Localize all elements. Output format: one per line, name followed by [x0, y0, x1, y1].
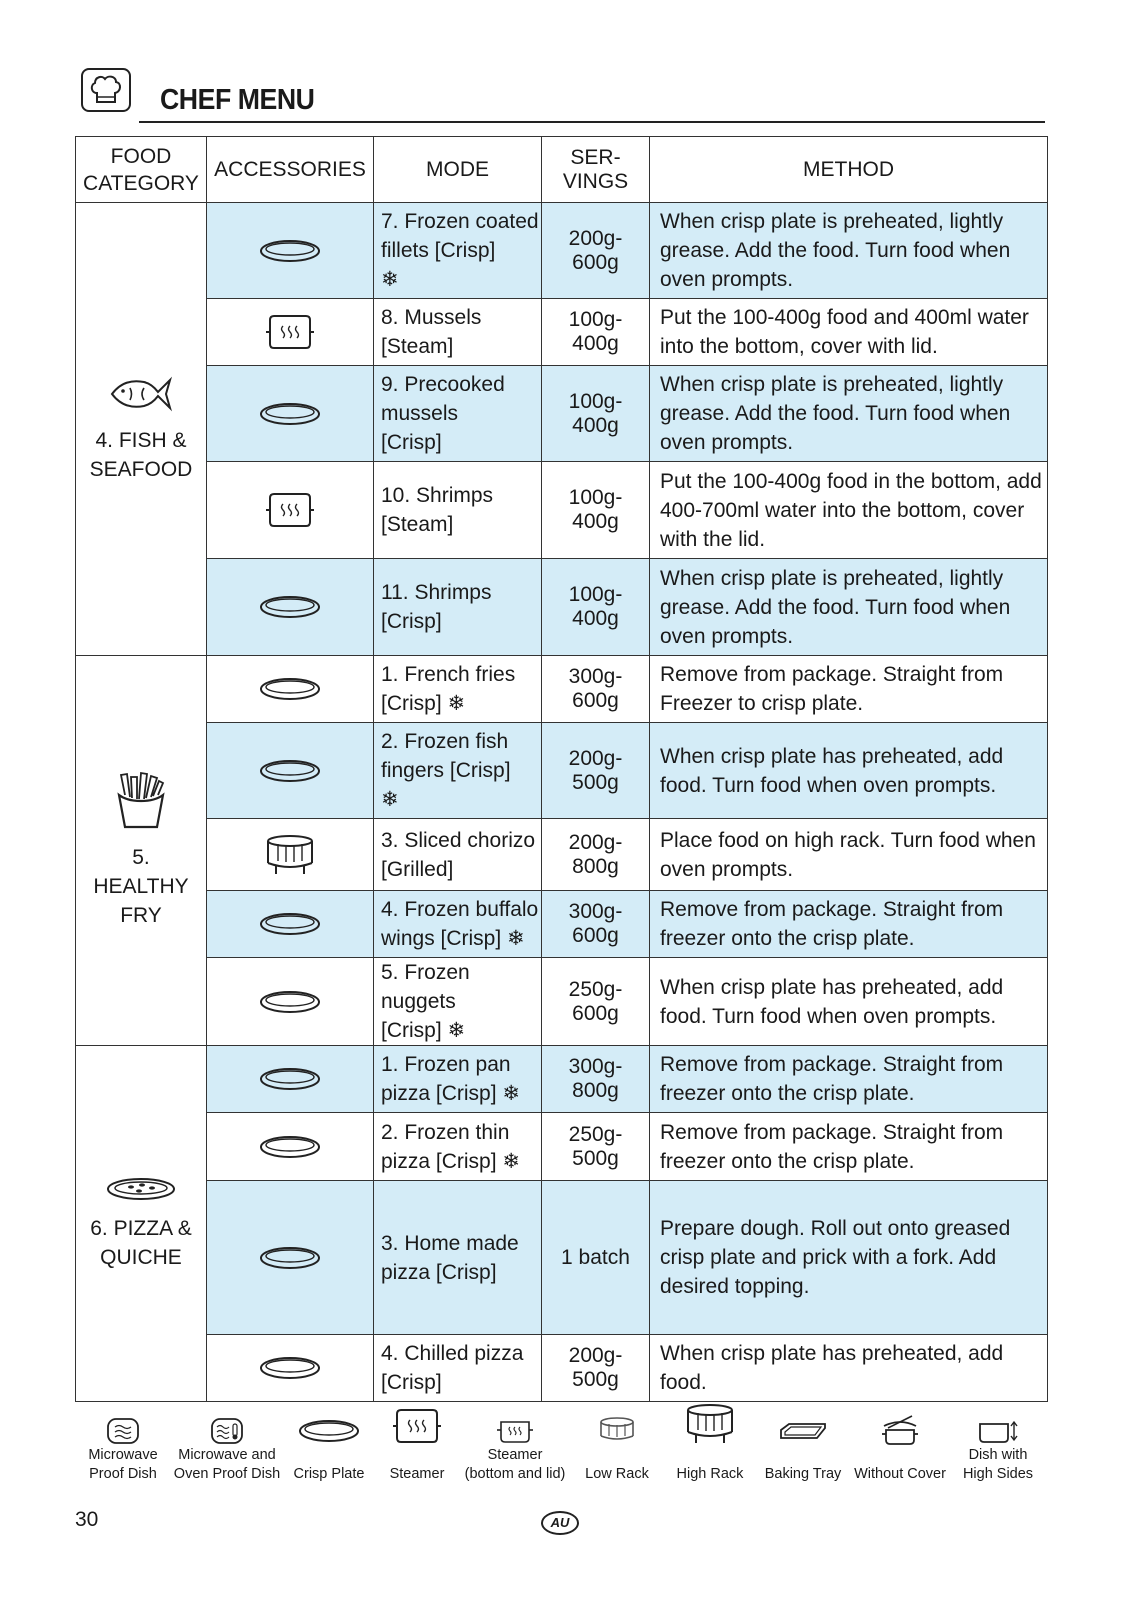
servings-cell: 1 batch: [542, 1181, 650, 1335]
legend-label: Microwave and Oven Proof Dish: [173, 1447, 281, 1482]
crisp-plate-icon: [279, 1414, 379, 1446]
method-cell: When crisp plate has preheated, add food. Turn food when oven prompts.: [650, 958, 1048, 1046]
servings-cell: 100g- 400g: [542, 559, 650, 656]
accessory-legend: [75, 1414, 1047, 1484]
food-category-cell: [76, 1046, 207, 1402]
table-row: [76, 1335, 1048, 1402]
french-fries-icon: [113, 771, 169, 839]
mode-cell: 4. Chilled pizza [Crisp]: [374, 1335, 542, 1402]
method-cell: When crisp plate is preheated, lightly grease. Add the food. Turn food when oven prompts.: [650, 559, 1048, 656]
high-rack-icon: [665, 1414, 755, 1446]
crisp-plate-icon: [207, 1243, 373, 1273]
mode-cell: 7. Frozen coated fillets [Crisp] ❄: [374, 203, 542, 299]
crisp-plate-icon: [207, 592, 373, 622]
table-row: [76, 958, 1048, 1046]
servings-cell: 200g- 800g: [542, 819, 650, 891]
accessory-cell: [207, 819, 374, 891]
method-cell: Remove from package. Straight from freezer onto the crisp plate.: [650, 891, 1048, 958]
mode-cell: 4. Frozen buffalo wings [Crisp] ❄: [374, 891, 542, 958]
legend-label: Dish with High Sides: [962, 1447, 1034, 1482]
legend-item: [753, 1414, 853, 1484]
method-cell: When crisp plate is preheated, lightly grease. Add the food. Turn food when oven prompts.: [650, 366, 1048, 462]
table-row: [76, 656, 1048, 723]
accessory-cell: [207, 891, 374, 958]
table-row: [76, 891, 1048, 958]
method-cell: When crisp plate has preheated, add food. Turn food when oven prompts.: [650, 723, 1048, 819]
legend-item: [572, 1414, 662, 1484]
without-cover-icon: [845, 1414, 955, 1446]
mode-cell: 2. Frozen thin pizza [Crisp] ❄: [374, 1113, 542, 1181]
legend-label: Microwave Proof Dish: [88, 1447, 158, 1482]
mode-cell: 2. Frozen fish fingers [Crisp] ❄: [374, 723, 542, 819]
high-rack-icon: [207, 833, 373, 877]
legend-item: [450, 1414, 580, 1484]
legend-label: Steamer: [389, 1466, 445, 1482]
accessory-cell: [207, 1335, 374, 1402]
servings-cell: 200g- 500g: [542, 723, 650, 819]
table-row: [76, 462, 1048, 559]
table-row: [76, 1046, 1048, 1113]
mode-cell: 5. Frozen nuggets [Crisp] ❄: [374, 958, 542, 1046]
region-badge: AU: [541, 1511, 579, 1535]
mode-cell: 1. Frozen pan pizza [Crisp] ❄: [374, 1046, 542, 1113]
table-row: [76, 723, 1048, 819]
method-cell: Prepare dough. Roll out onto greased crisp plate and prick with a fork. Add desired topping.: [650, 1181, 1048, 1335]
accessory-cell: [207, 203, 374, 299]
servings-cell: 100g- 400g: [542, 299, 650, 366]
header-food-category: FOOD CATEGORY: [76, 137, 207, 203]
servings-cell: 200g- 500g: [542, 1335, 650, 1402]
food-category-cell: [76, 656, 207, 1046]
legend-label: Low Rack: [585, 1466, 649, 1482]
accessory-cell: [207, 656, 374, 723]
steamer-icon: [207, 490, 373, 530]
method-cell: Put the 100-400g food and 400ml water into the bottom, cover with lid.: [650, 299, 1048, 366]
legend-item: [845, 1414, 955, 1484]
legend-label: Baking Tray: [764, 1466, 842, 1482]
steamer-icon: [207, 312, 373, 352]
header-servings: SER- VINGS: [542, 137, 650, 203]
accessory-cell: [207, 299, 374, 366]
crisp-plate-icon: [207, 1353, 373, 1383]
legend-item: [162, 1414, 292, 1484]
low-rack-icon: [572, 1414, 662, 1446]
table-row: [76, 1181, 1048, 1335]
legend-label: Steamer (bottom and lid): [464, 1447, 566, 1482]
mode-cell: 3. Sliced chorizo [Grilled]: [374, 819, 542, 891]
mode-cell: 1. French fries [Crisp] ❄: [374, 656, 542, 723]
crisp-plate-icon: [207, 909, 373, 939]
crisp-plate-icon: [207, 236, 373, 266]
table-row: [76, 559, 1048, 656]
servings-cell: 300g- 800g: [542, 1046, 650, 1113]
table-row: [76, 1113, 1048, 1181]
steamer-icon: [372, 1414, 462, 1446]
page-title: CHEF MENU: [160, 84, 315, 116]
accessory-cell: [207, 723, 374, 819]
servings-cell: 300g- 600g: [542, 656, 650, 723]
mode-cell: 11. Shrimps [Crisp]: [374, 559, 542, 656]
servings-cell: 200g- 600g: [542, 203, 650, 299]
header-accessories: ACCESSORIES: [207, 137, 374, 203]
servings-cell: 100g- 400g: [542, 366, 650, 462]
table-row: [76, 366, 1048, 462]
crisp-plate-icon: [207, 399, 373, 429]
accessory-cell: [207, 462, 374, 559]
legend-item: [948, 1414, 1048, 1484]
header-mode: MODE: [374, 137, 542, 203]
accessory-cell: [207, 958, 374, 1046]
method-cell: When crisp plate is preheated, lightly grease. Add the food. Turn food when oven prompts.: [650, 203, 1048, 299]
method-cell: Remove from package. Straight from freezer onto the crisp plate.: [650, 1113, 1048, 1181]
method-cell: When crisp plate has preheated, add food.: [650, 1335, 1048, 1402]
legend-label: High Rack: [676, 1466, 744, 1482]
pizza-icon: [106, 1176, 176, 1210]
servings-cell: 250g- 500g: [542, 1113, 650, 1181]
food-category-label: 5. HEALTHY FRY: [93, 846, 189, 927]
mode-cell: 3. Home made pizza [Crisp]: [374, 1181, 542, 1335]
title-divider: [139, 121, 1045, 123]
food-category-label: 4. FISH & SEAFOOD: [89, 429, 193, 481]
baking-tray-icon: [753, 1414, 853, 1446]
servings-cell: 250g- 600g: [542, 958, 650, 1046]
servings-cell: 100g- 400g: [542, 462, 650, 559]
table-row: [76, 299, 1048, 366]
method-cell: Place food on high rack. Turn food when oven prompts.: [650, 819, 1048, 891]
mode-cell: 9. Precooked mussels [Crisp]: [374, 366, 542, 462]
microwave-and-oven-proof-dish-icon: [162, 1414, 292, 1446]
table-row: [76, 203, 1048, 299]
chef-hat-icon: [81, 68, 131, 112]
legend-item: [279, 1414, 379, 1484]
chef-menu-table: [75, 136, 1048, 1402]
crisp-plate-icon: [207, 987, 373, 1017]
mode-cell: 8. Mussels [Steam]: [374, 299, 542, 366]
crisp-plate-icon: [207, 1064, 373, 1094]
legend-item: [372, 1414, 462, 1484]
accessory-cell: [207, 559, 374, 656]
crisp-plate-icon: [207, 1132, 373, 1162]
servings-cell: 300g- 600g: [542, 891, 650, 958]
food-category-label: 6. PIZZA & QUICHE: [90, 1216, 192, 1269]
mode-cell: 10. Shrimps [Steam]: [374, 462, 542, 559]
method-cell: Remove from package. Straight from freezer onto the crisp plate.: [650, 1046, 1048, 1113]
legend-label: Crisp Plate: [293, 1466, 365, 1482]
header-method: METHOD: [650, 137, 1048, 203]
table-row: [76, 819, 1048, 891]
food-category-cell: [76, 203, 207, 656]
crisp-plate-icon: [207, 674, 373, 704]
dish-with-high-sides-icon: [948, 1414, 1048, 1446]
crisp-plate-icon: [207, 756, 373, 786]
fish-icon: [108, 374, 174, 422]
steamer-bottom-and-lid-icon: [450, 1414, 580, 1446]
accessory-cell: [207, 1046, 374, 1113]
legend-item: [665, 1414, 755, 1484]
page-number: 30: [75, 1508, 99, 1531]
accessory-cell: [207, 366, 374, 462]
accessory-cell: [207, 1181, 374, 1335]
accessory-cell: [207, 1113, 374, 1181]
method-cell: Put the 100-400g food in the bottom, add 400-700ml water into the bottom, cover with the lid.: [650, 462, 1048, 559]
method-cell: Remove from package. Straight from Freezer to crisp plate.: [650, 656, 1048, 723]
legend-label: Without Cover: [854, 1466, 946, 1482]
